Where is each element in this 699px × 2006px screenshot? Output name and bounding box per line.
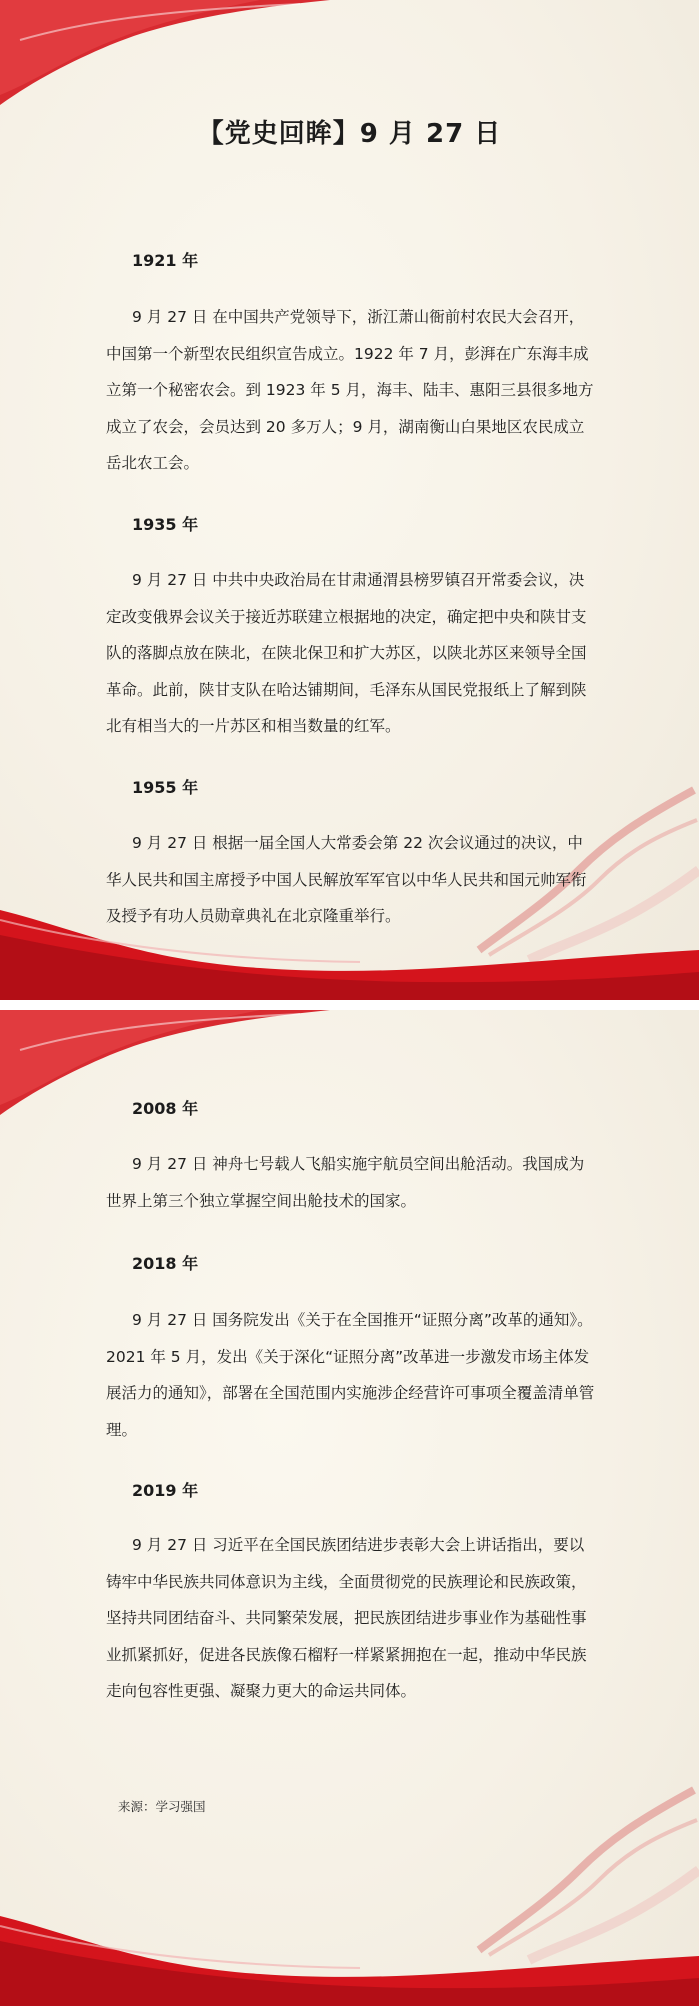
entry-paragraph: 9 月 27 日 根据一届全国人大常委会第 22 次会议通过的决议，中华人民共和国主席授予中国人民解放军军官以中华人民共和国元帅军衔及授予有功人员勋章典礼在北京隆重举行。 [106, 834, 587, 925]
year-heading: 2019 年 [132, 1481, 199, 1500]
entry-paragraph: 9 月 27 日 国务院发出《关于在全国推开“证照分离”改革的通知》。2021 年 5 月，发出《关于深化“证照分离”改革进一步激发市场主体发展活力的通知》，部署在全国范围内实施涉企经营许可事项全覆盖清单管理。 [106, 1311, 595, 1439]
page-title: 【党史回眸】9 月 27 日 [197, 119, 502, 149]
entry-paragraph: 9 月 27 日 习近平在全国民族团结进步表彰大会上讲话指出，要以铸牢中华民族共同体意识为主线，全面贯彻党的民族理论和民族政策，坚持共同团结奋斗、共同繁荣发展，把民族团结进步事业作为基础性事业抓紧抓好，促进各民族像石榴籽一样紧紧拥抱在一起，推动中华民族走向包容性更强、凝聚力更大的命运共同体。 [106, 1536, 587, 1700]
source-note: 来源：学习强国 [118, 1799, 206, 1814]
red-ribbon-bottom-decoration [0, 1896, 699, 2006]
entry-paragraph: 9 月 27 日 中共中央政治局在甘肃通渭县榜罗镇召开常委会议，决定改变俄界会议关于接近苏联建立根据地的决定，确定把中央和陕甘支队的落脚点放在陕北，在陕北保卫和扩大苏区，以陕北苏区来领导全国革命。此前，陕甘支队在哈达铺期间，毛泽东从国民党报纸上了解到陕北有相当大的一片苏区和相当数量的红军。 [106, 571, 587, 735]
year-heading: 2018 年 [132, 1254, 199, 1273]
entry-paragraph: 9 月 27 日 在中国共产党领导下，浙江萧山衙前村农民大会召开，中国第一个新型农民组织宣告成立。1922 年 7 月，彭湃在广东海丰成立第一个秘密农会。到 1923 年 5 月，海丰、陆丰、惠阳三县很多地方成立了农会，会员达到 20 多万人；9 月，湖南衡山白果地区农民成立岳北农工会。 [106, 308, 594, 472]
year-heading: 1921 年 [132, 251, 199, 270]
entry-paragraph: 9 月 27 日 神舟七号载人飞船实施宇航员空间出舱活动。我国成为世界上第三个独立掌握空间出舱技术的国家。 [106, 1155, 585, 1210]
red-ribbon-corner-decoration [0, 0, 330, 110]
year-heading: 1955 年 [132, 778, 199, 797]
year-heading: 2008 年 [132, 1099, 199, 1118]
top-panel [0, 0, 699, 1000]
year-heading: 1935 年 [132, 515, 199, 534]
bottom-panel [0, 1010, 699, 2006]
